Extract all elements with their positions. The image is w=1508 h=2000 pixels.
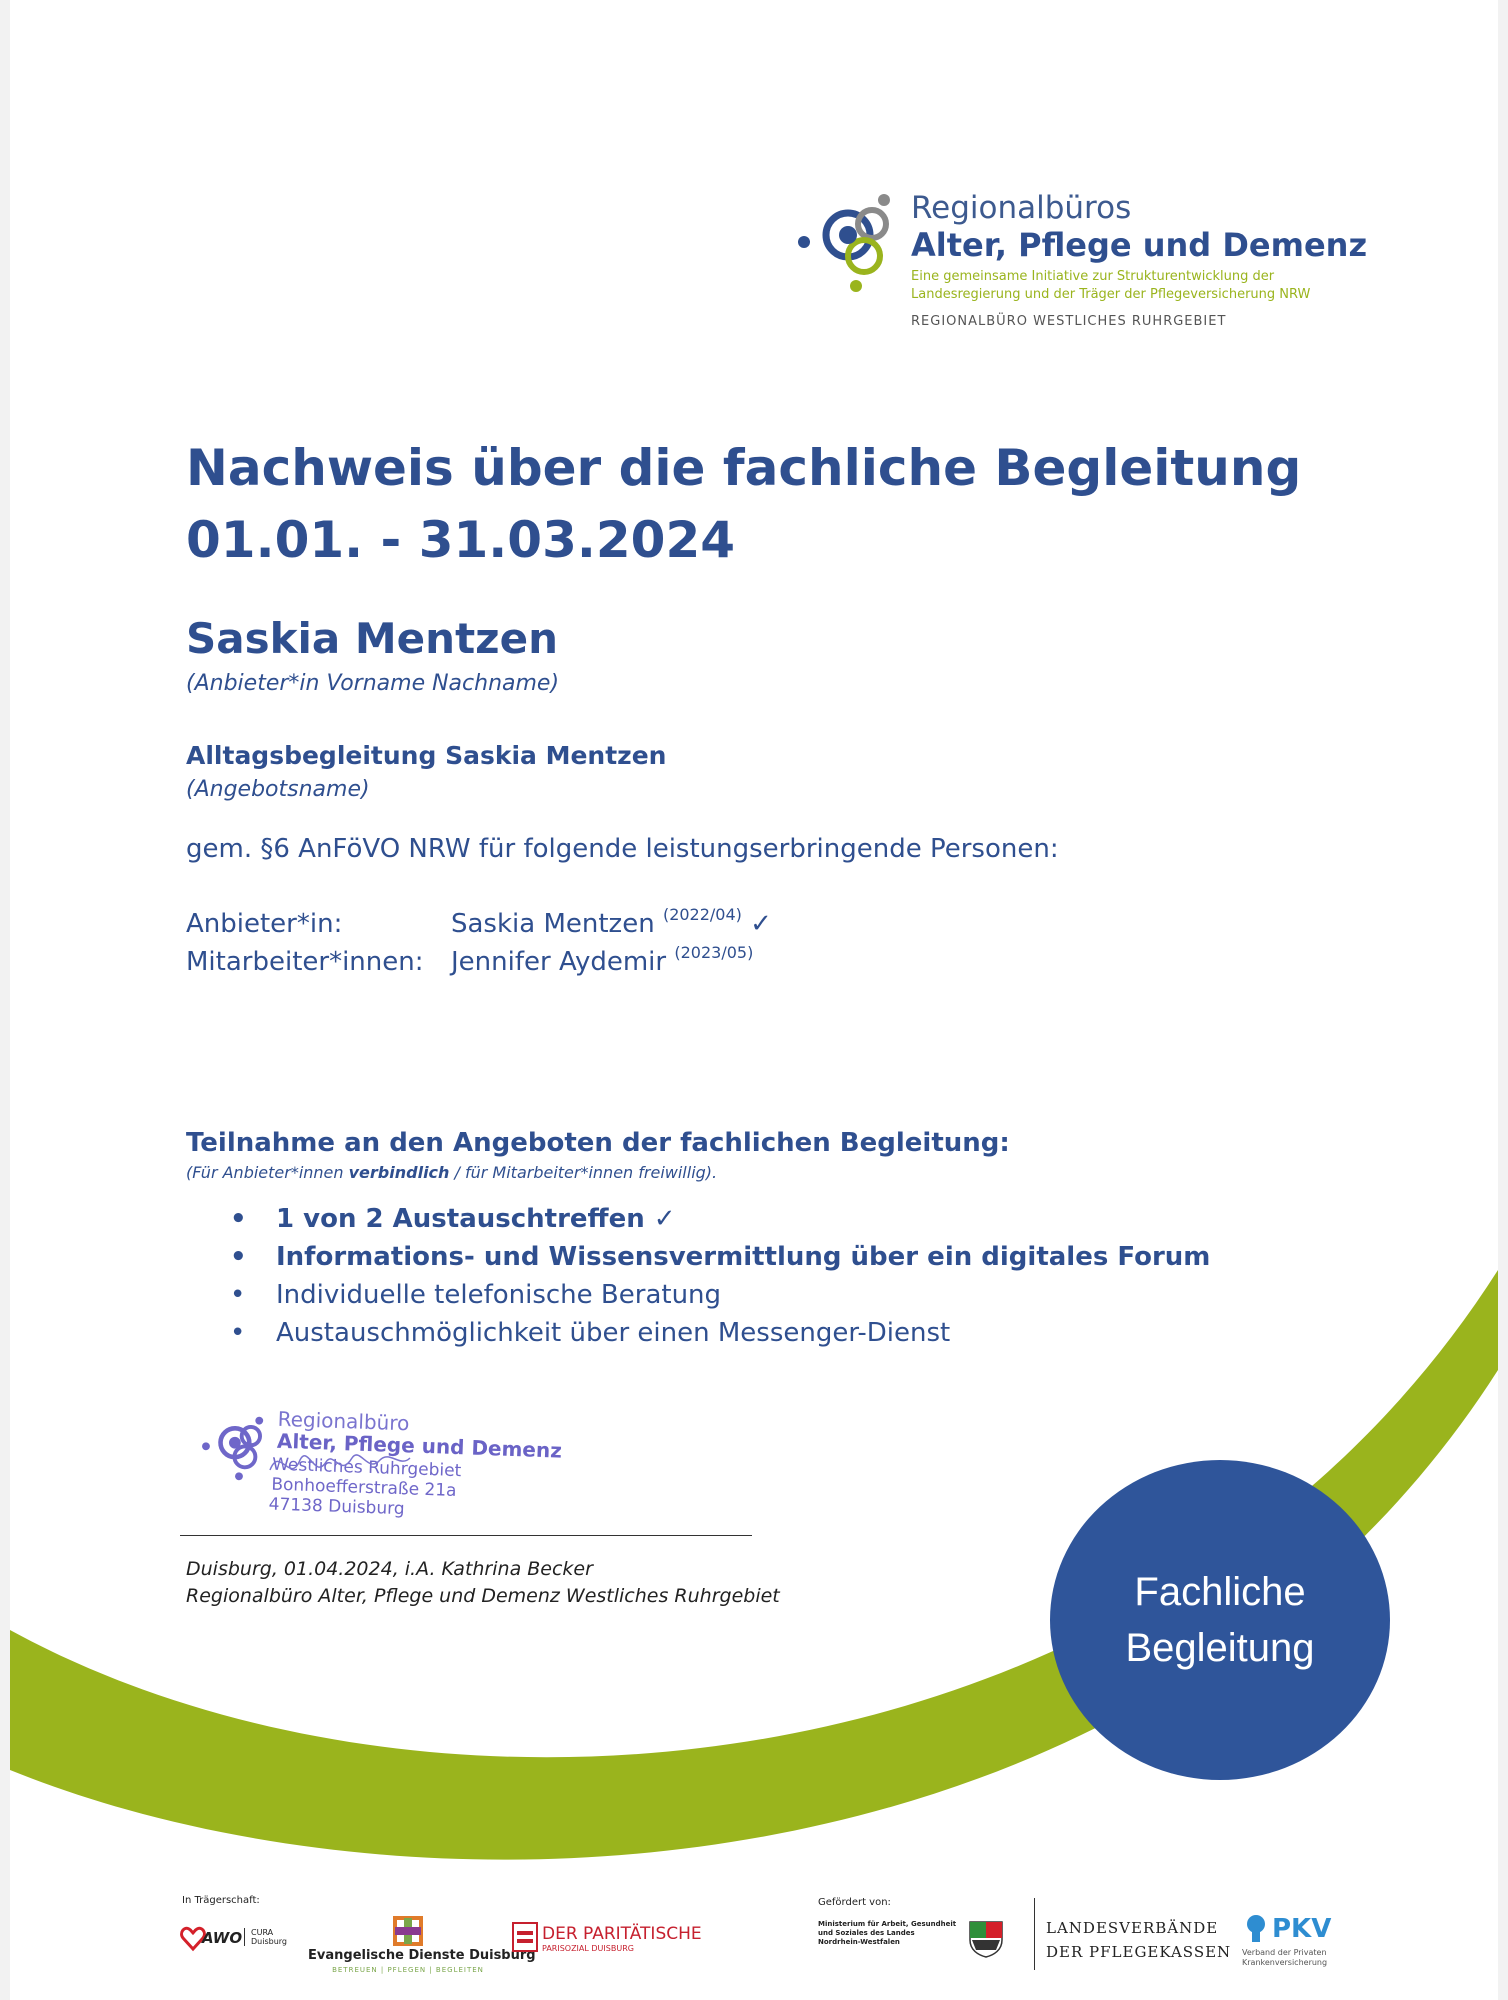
title-line-1: Nachweis über die fachliche Begleitung	[186, 439, 1302, 497]
document-page	[10, 0, 1498, 2000]
footer-divider	[1034, 1898, 1035, 1970]
offer-name: Alltagsbegleitung Saskia Mentzen	[186, 741, 667, 770]
title-period: 01.01. - 31.03.2024	[186, 511, 736, 569]
person-row	[186, 943, 753, 977]
edd-tagline: BETREUEN | PFLEGEN | BEGLEITEN	[332, 1966, 484, 1974]
header-logo	[796, 190, 1368, 340]
lvp-line: DER PFLEGEKASSEN	[1046, 1943, 1232, 1961]
person-date: (2022/04)	[662, 905, 742, 924]
intro-text: gem. §6 AnFöVO NRW für folgende leistungserbringende Personen:	[186, 834, 1059, 864]
stamp-line: Alter, Pflege und Demenz	[276, 1428, 563, 1463]
signature-place-date: Duisburg, 01.04.2024, i.A. Kathrina Becker	[186, 1558, 593, 1580]
paritaet-sub: PARISOZIAL DUISBURG	[542, 1944, 634, 1953]
note-part-b: verbindlich	[348, 1163, 450, 1182]
participation-list	[186, 1200, 1210, 1352]
nrw-coat-of-arms-icon	[966, 1918, 1006, 1958]
list-item: • Individuelle telefonische Beratung	[186, 1276, 1210, 1314]
logo-title-bold: Alter, Pflege und Demenz	[911, 226, 1368, 264]
pkv-emblem-icon	[1242, 1914, 1270, 1944]
person-row	[186, 905, 772, 939]
stamp-line: 47138 Duisburg	[268, 1494, 405, 1520]
logo-tagline: Eine gemeinsame Initiative zur Strukturentwicklung der Landesregierung und der Träger der Pflegeversicherung NRW	[911, 269, 1311, 302]
person-date: (2023/05)	[674, 943, 754, 962]
paritaet-name: DER PARITÄTISCHE	[542, 1924, 702, 1944]
note-part-a: (Für Anbieter*innen	[186, 1163, 349, 1182]
evangelische-dienste-logo	[308, 1916, 536, 1976]
awo-text: AWO	[202, 1929, 243, 1947]
ministry-text: Ministerium für Arbeit, Gesundheit und Soziales des Landes Nordrhein-Westfalen	[818, 1920, 957, 1946]
awo-cura-text: CURA Duisburg	[244, 1928, 290, 1946]
signature-line	[180, 1535, 752, 1536]
list-item: • 1 von 2 Austauschtreffen ✓	[186, 1200, 1210, 1238]
footer-gefoerdert-label: Gefördert von:	[818, 1897, 891, 1908]
stamp-line: Bonhoefferstraße 21a	[271, 1474, 457, 1502]
regionalbuero-logo-icon	[796, 190, 906, 300]
page-title	[186, 432, 1301, 576]
list-item: • Informations- und Wissensvermittlung über ein digitales Forum	[186, 1238, 1210, 1276]
pkv-logo	[1242, 1912, 1352, 1972]
logo-title-light: Regionalbüros	[911, 190, 1132, 226]
fachliche-begleitung-badge	[1050, 1460, 1390, 1780]
paritaet-emblem-icon	[512, 1922, 538, 1952]
stamp-line: Westliches Ruhrgebiet	[271, 1454, 462, 1482]
paritaetische-logo	[512, 1918, 712, 1958]
badge-line: Begleitung	[1125, 1626, 1315, 1670]
provider-name-note: (Anbieter*in Vorname Nachname)	[186, 671, 560, 696]
badge-line: Fachliche	[1134, 1570, 1306, 1614]
pkv-name: PKV	[1272, 1914, 1332, 1944]
awo-logo	[180, 1920, 290, 1960]
pkv-sub: Verband der Privaten Krankenversicherung	[1242, 1948, 1328, 1967]
provider-name: Saskia Mentzen	[186, 614, 558, 663]
list-item: • Austauschmöglichkeit über einen Messenger-Dienst	[186, 1314, 1210, 1352]
signature-office: Regionalbüro Alter, Pflege und Demenz Westliches Ruhrgebiet	[186, 1585, 780, 1607]
person-label: Anbieter*in:	[186, 909, 343, 939]
participation-note	[186, 1163, 717, 1182]
participation-title: Teilnahme an den Angeboten der fachlichen Begleitung:	[186, 1128, 1010, 1158]
edd-name: Evangelische Dienste Duisburg	[308, 1948, 536, 1963]
landesverbaende-logo	[1046, 1916, 1231, 1964]
note-part-c: / für Mitarbeiter*innen freiwillig).	[449, 1163, 718, 1182]
edd-emblem-icon	[393, 1916, 423, 1946]
footer-traeger-label: In Trägerschaft:	[182, 1895, 260, 1906]
person-name: Jennifer Aydemir	[451, 947, 667, 977]
person-label: Mitarbeiter*innen:	[186, 947, 424, 977]
logo-office: REGIONALBÜRO WESTLICHES RUHRGEBIET	[911, 314, 1227, 329]
handwritten-signature	[260, 1440, 420, 1490]
offer-name-note: (Angebotsname)	[186, 777, 370, 802]
stamp-line: Regionalbüro	[277, 1406, 410, 1436]
check-icon: ✓	[750, 909, 772, 939]
lvp-line: LANDESVERBÄNDE	[1046, 1919, 1219, 1937]
person-name: Saskia Mentzen	[451, 909, 655, 939]
